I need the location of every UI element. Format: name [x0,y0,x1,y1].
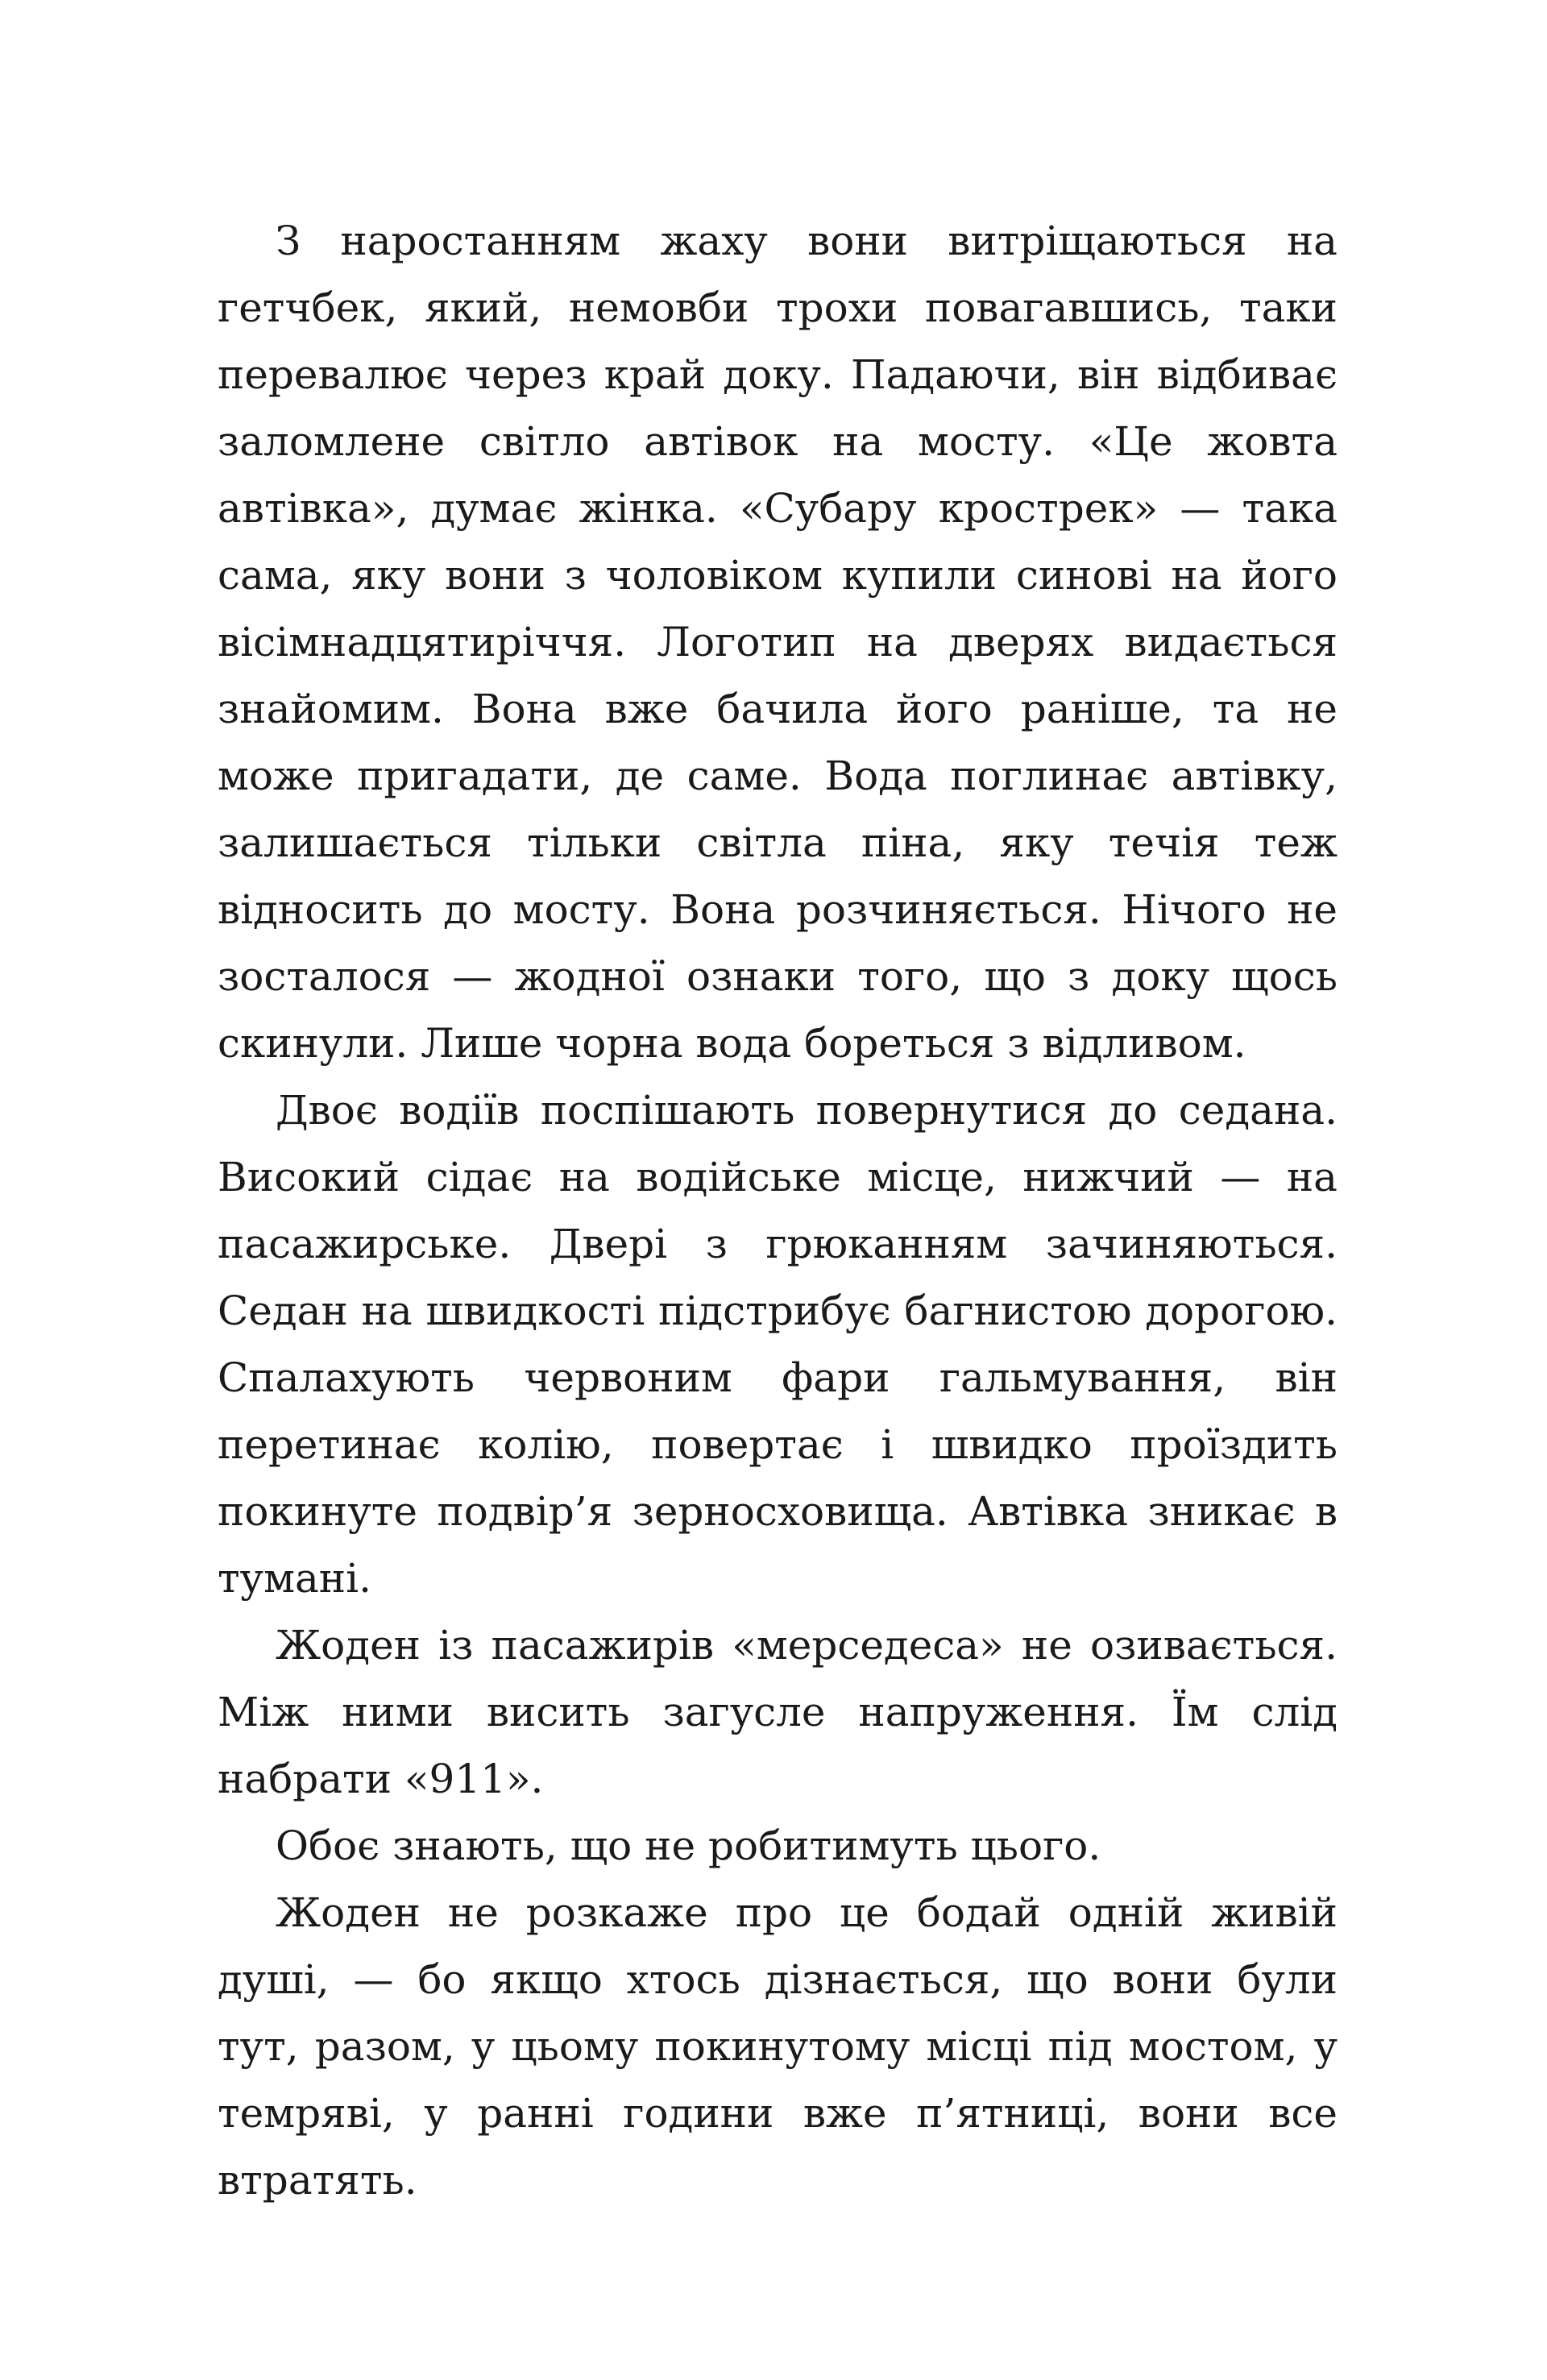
paragraph-1: З наростанням жаху вони витріщаються на гетчбек, який, немовби трохи повагавшись, таки перевалює через край доку. Падаючи, він відбиває заломлене світло автівок на мосту. «Це жовта автівка», думає жінка. «Субару крострек» — така сама, яку вони з чоловіком купили синові на його вісімнадцятиріччя. Логотип на дверях видається знайомим. Вона вже бачила його раніше, та не може пригадати, де саме. Вода поглинає автівку, залишається тільки світла піна, яку течія теж відносить до мосту. Вона розчиняється. Нічого не зосталося — жодної ознаки того, що з доку щось скинули. Лише чорна вода бореться з відливом. [218,218,1338,1067]
paragraph-2: Двоє водіїв поспішають повернутися до седана. Високий сідає на водійське місце, нижчий — на пасажирське. Двері з грюканням зачиняються. Седан на швидкості підстрибує багнистою дорогою. Спалахують червоним фари гальмування, він перетинає колію, повертає і швидко проїздить покинуте подвір’я зерносховища. Автівка зникає в тумані. [218,1087,1338,1602]
paragraph-5: Жоден не розкаже про це бодай одній живій душі, — бо якщо хтось дізнається, що вони були тут, разом, у цьому покинутому місці під мостом, у темряві, у ранні години вже п’ятниці, вони все втратять. [218,1889,1338,2204]
paragraph-4: Обоє знають, що не робитимуть цього. [276,1822,1101,1869]
paragraph-3: Жоден із пасажирів «мерседеса» не озивається. Між ними висить загусле напруження. Їм слід набрати «911». [218,1622,1338,1802]
body-text [218,208,1338,2214]
